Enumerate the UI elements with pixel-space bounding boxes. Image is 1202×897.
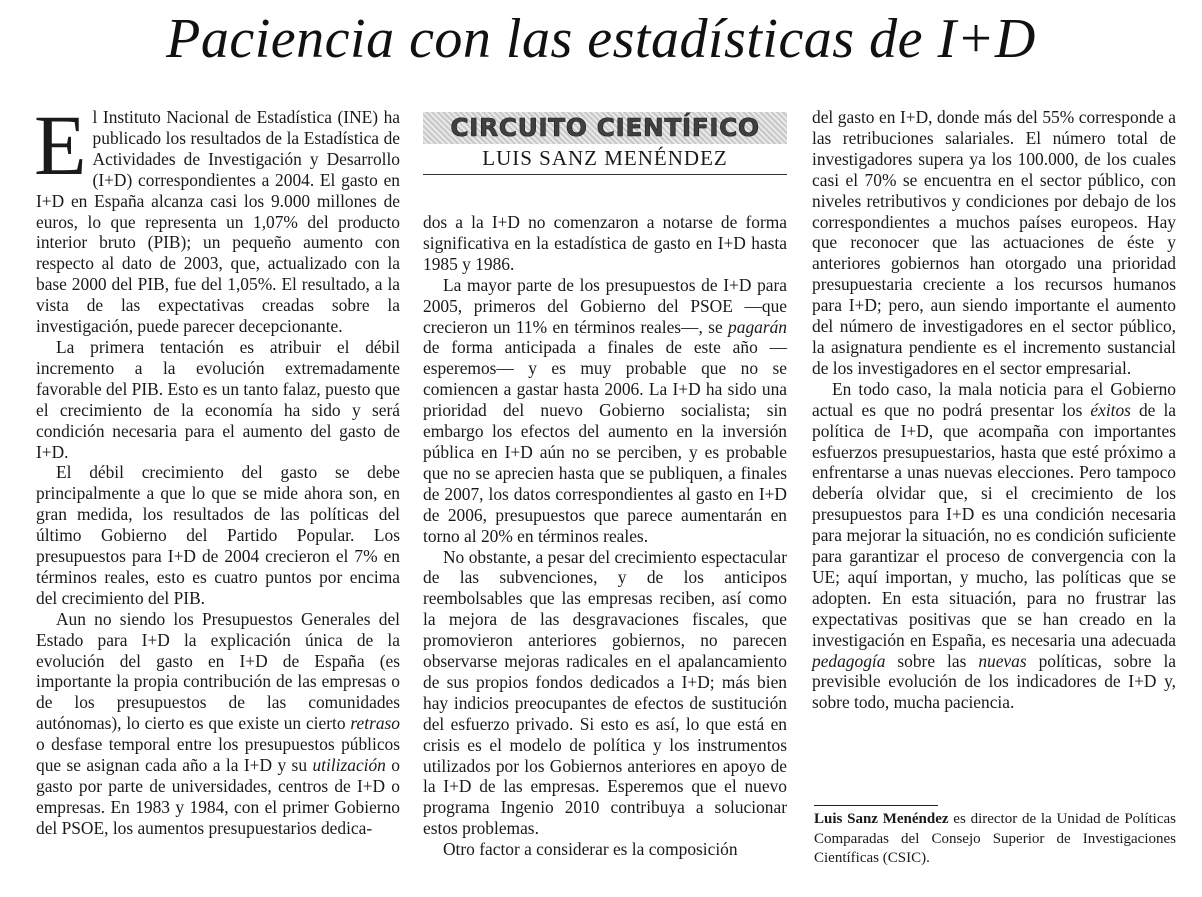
paragraph: Otro factor a considerar es la composición: [443, 839, 738, 860]
paragraph-text: o gasto por parte de universidades, centros de I+D o empresas. En 1983 y 1984, con el primer Gobierno del PSOE, los aumentos presupuestarios dedica-: [36, 755, 401, 838]
article-column-3: [812, 107, 1176, 713]
emphasis: éxitos: [1090, 399, 1131, 420]
section-label-text: CIRCUITO CIENTÍFICO: [450, 113, 760, 142]
bio-text: es director de la Unidad de Políticas Comparadas del Consejo Superior de Investigaciones Científicas (CSIC).: [814, 811, 1176, 866]
paragraph-text: Aun no siendo los Presupuestos Generales del Estado para I+D la explicación única de la evolución del gasto en I+D de España (es importante la propia contribución de las empresas o de los presupuestos de las comunidades autónomas), lo cierto es que existe un cierto: [36, 608, 400, 734]
bio-name: Luis Sanz Menéndez: [814, 811, 949, 827]
author-bio: [814, 810, 1176, 869]
paragraph-text: de la política de I+D, que acompaña con importantes esfuerzos presupuestarios, hasta que esté próximo a enfrentarse a unas nuevas elecciones. Pero tampoco debería olvidar que, si el crecimiento de los presupuestos para I+D es una condición necesaria para mejorar la situación, no es condición suficiente para garantizar el proceso de convergencia con la UE; aquí importan, y mucho, las políticas que se adopten. En esta situación, para no frustrar las expectativas positivas que se han creado en la investigación en España, es necesaria una adecuada: [812, 399, 1176, 650]
paragraph: El débil crecimiento del gasto se debe principalmente a que lo que se mide ahora son, en gran medida, los resultados de las políticas del último Gobierno del Partido Popular. Los presupuestos para I+D de 2004 crecieron el 7% en términos reales, esto es cuatro puntos por encima del crecimiento del PIB.: [36, 462, 400, 608]
paragraph-text: La mayor parte de los presupuestos de I+D para 2005, primeros del Gobierno del PSOE —que crecieron un 11% en términos reales—, se: [423, 274, 787, 337]
emphasis: retraso: [350, 713, 400, 734]
paragraph-text: En todo caso, la mala noticia para el Gobierno actual es que no podrá presentar los: [812, 378, 1176, 420]
article-column-2: [423, 212, 787, 860]
paragraph-text: o desfase temporal entre los presupuestos públicos que se asignan cada año a la I+D y su: [36, 734, 400, 776]
emphasis: pagarán: [728, 316, 787, 337]
section-label: [423, 112, 787, 144]
bio-divider: [814, 805, 938, 806]
paragraph: La primera tentación es atribuir el débil incremento a la evolución extremadamente favorable del PIB. Esto es un tanto falaz, puesto que el crecimiento de la economía ha sido y será condición necesaria para el aumento del gasto de I+D.: [36, 336, 400, 462]
emphasis: nuevas: [978, 650, 1027, 671]
paragraph: [812, 379, 1176, 714]
byline-divider: [423, 174, 787, 175]
headline: Paciencia con las estadísticas de I+D: [166, 8, 1036, 70]
paragraph: [423, 275, 787, 547]
paragraph: dos a la I+D no comenzaron a notarse de forma significativa en la estadística de gasto en I+D hasta 1985 y 1986.: [423, 212, 787, 274]
paragraph: No obstante, a pesar del crecimiento espectacular de las subvenciones, y de los anticipos reembolsables que las empresas reciben, así como la mejora de las desgravaciones fiscales, que promovieron anteriores gobiernos, no parecen observarse mejoras radicales en el apalancamiento de sus propios fondos dedicados a I+D; más bien hay indicios preocupantes de efectos de sustitución del esfuerzo privado. Si esto es así, lo que está en crisis es el modelo de política y los instrumentos utilizados por los Gobiernos anteriores en apoyo de la I+D de las empresas. Esperemos que el nuevo programa Ingenio 2010 contribuya a solucionar estos problemas.: [423, 546, 787, 839]
emphasis: utilización: [312, 755, 386, 776]
paragraph-text: sobre las: [885, 650, 979, 671]
emphasis: pedagogía: [812, 650, 886, 671]
paragraph-text: l Instituto Nacional de Estadística (INE) ha publicado los resultados de la Estadística de Actividades de Investigación y Desarrollo (I+D) correspondientes a 2004. El gasto en I+D en España alcanza casi los 9.000 millones de euros, lo que representa un 1,07% del producto interior bruto (PIB); un pequeño aumento con respecto al dato de 2003, que, actualizado con la base 2000 del PIB, fue del 1,05%. El resultado, a la vista de las expectativas creadas sobre la investigación, puede parecer decepcionante.: [36, 107, 400, 337]
author-byline: LUIS SANZ MENÉNDEZ: [482, 146, 728, 170]
paragraph: [34, 97, 400, 337]
paragraph: [36, 609, 400, 839]
paragraph: del gasto en I+D, donde más del 55% corresponde a las retribuciones salariales. El número total de investigadores supera ya los 100.000, de los cuales casi el 70% se encuentra en el sector público, con niveles retributivos y condiciones por debajo de los correspondientes a muchos países europeos. Hay que reconocer que las actuaciones de éste y anteriores gobiernos han otorgado una prioridad presupuestaria creciente a los recursos humanos para I+D; pero, aun siendo importante el aumento del número de investigadores en el sector público, la asignatura pendiente es el incremento sustancial de los investigadores en el sector empresarial.: [812, 107, 1176, 378]
drop-cap: E: [34, 97, 87, 193]
article-column-1: [34, 97, 401, 839]
paragraph-text: políticas, sobre la previsible evolución de los indicadores de I+D y, sobre todo, mucha paciencia.: [812, 650, 1176, 713]
paragraph-text: de forma anticipada a finales de este año —esperemos— y es muy probable que no se comiencen a gastar hasta 2006. La I+D ha sido una prioridad del nuevo Gobierno socialista; sin embargo los efectos del aumento en la inversión pública en I+D aún no se perciben, y es probable que no se aprecien hasta que se publiquen, a finales de 2007, los datos correspondientes al gasto en I+D de 2006, presupuestos que parece aumentarán en torno al 20% en términos reales.: [423, 337, 787, 546]
